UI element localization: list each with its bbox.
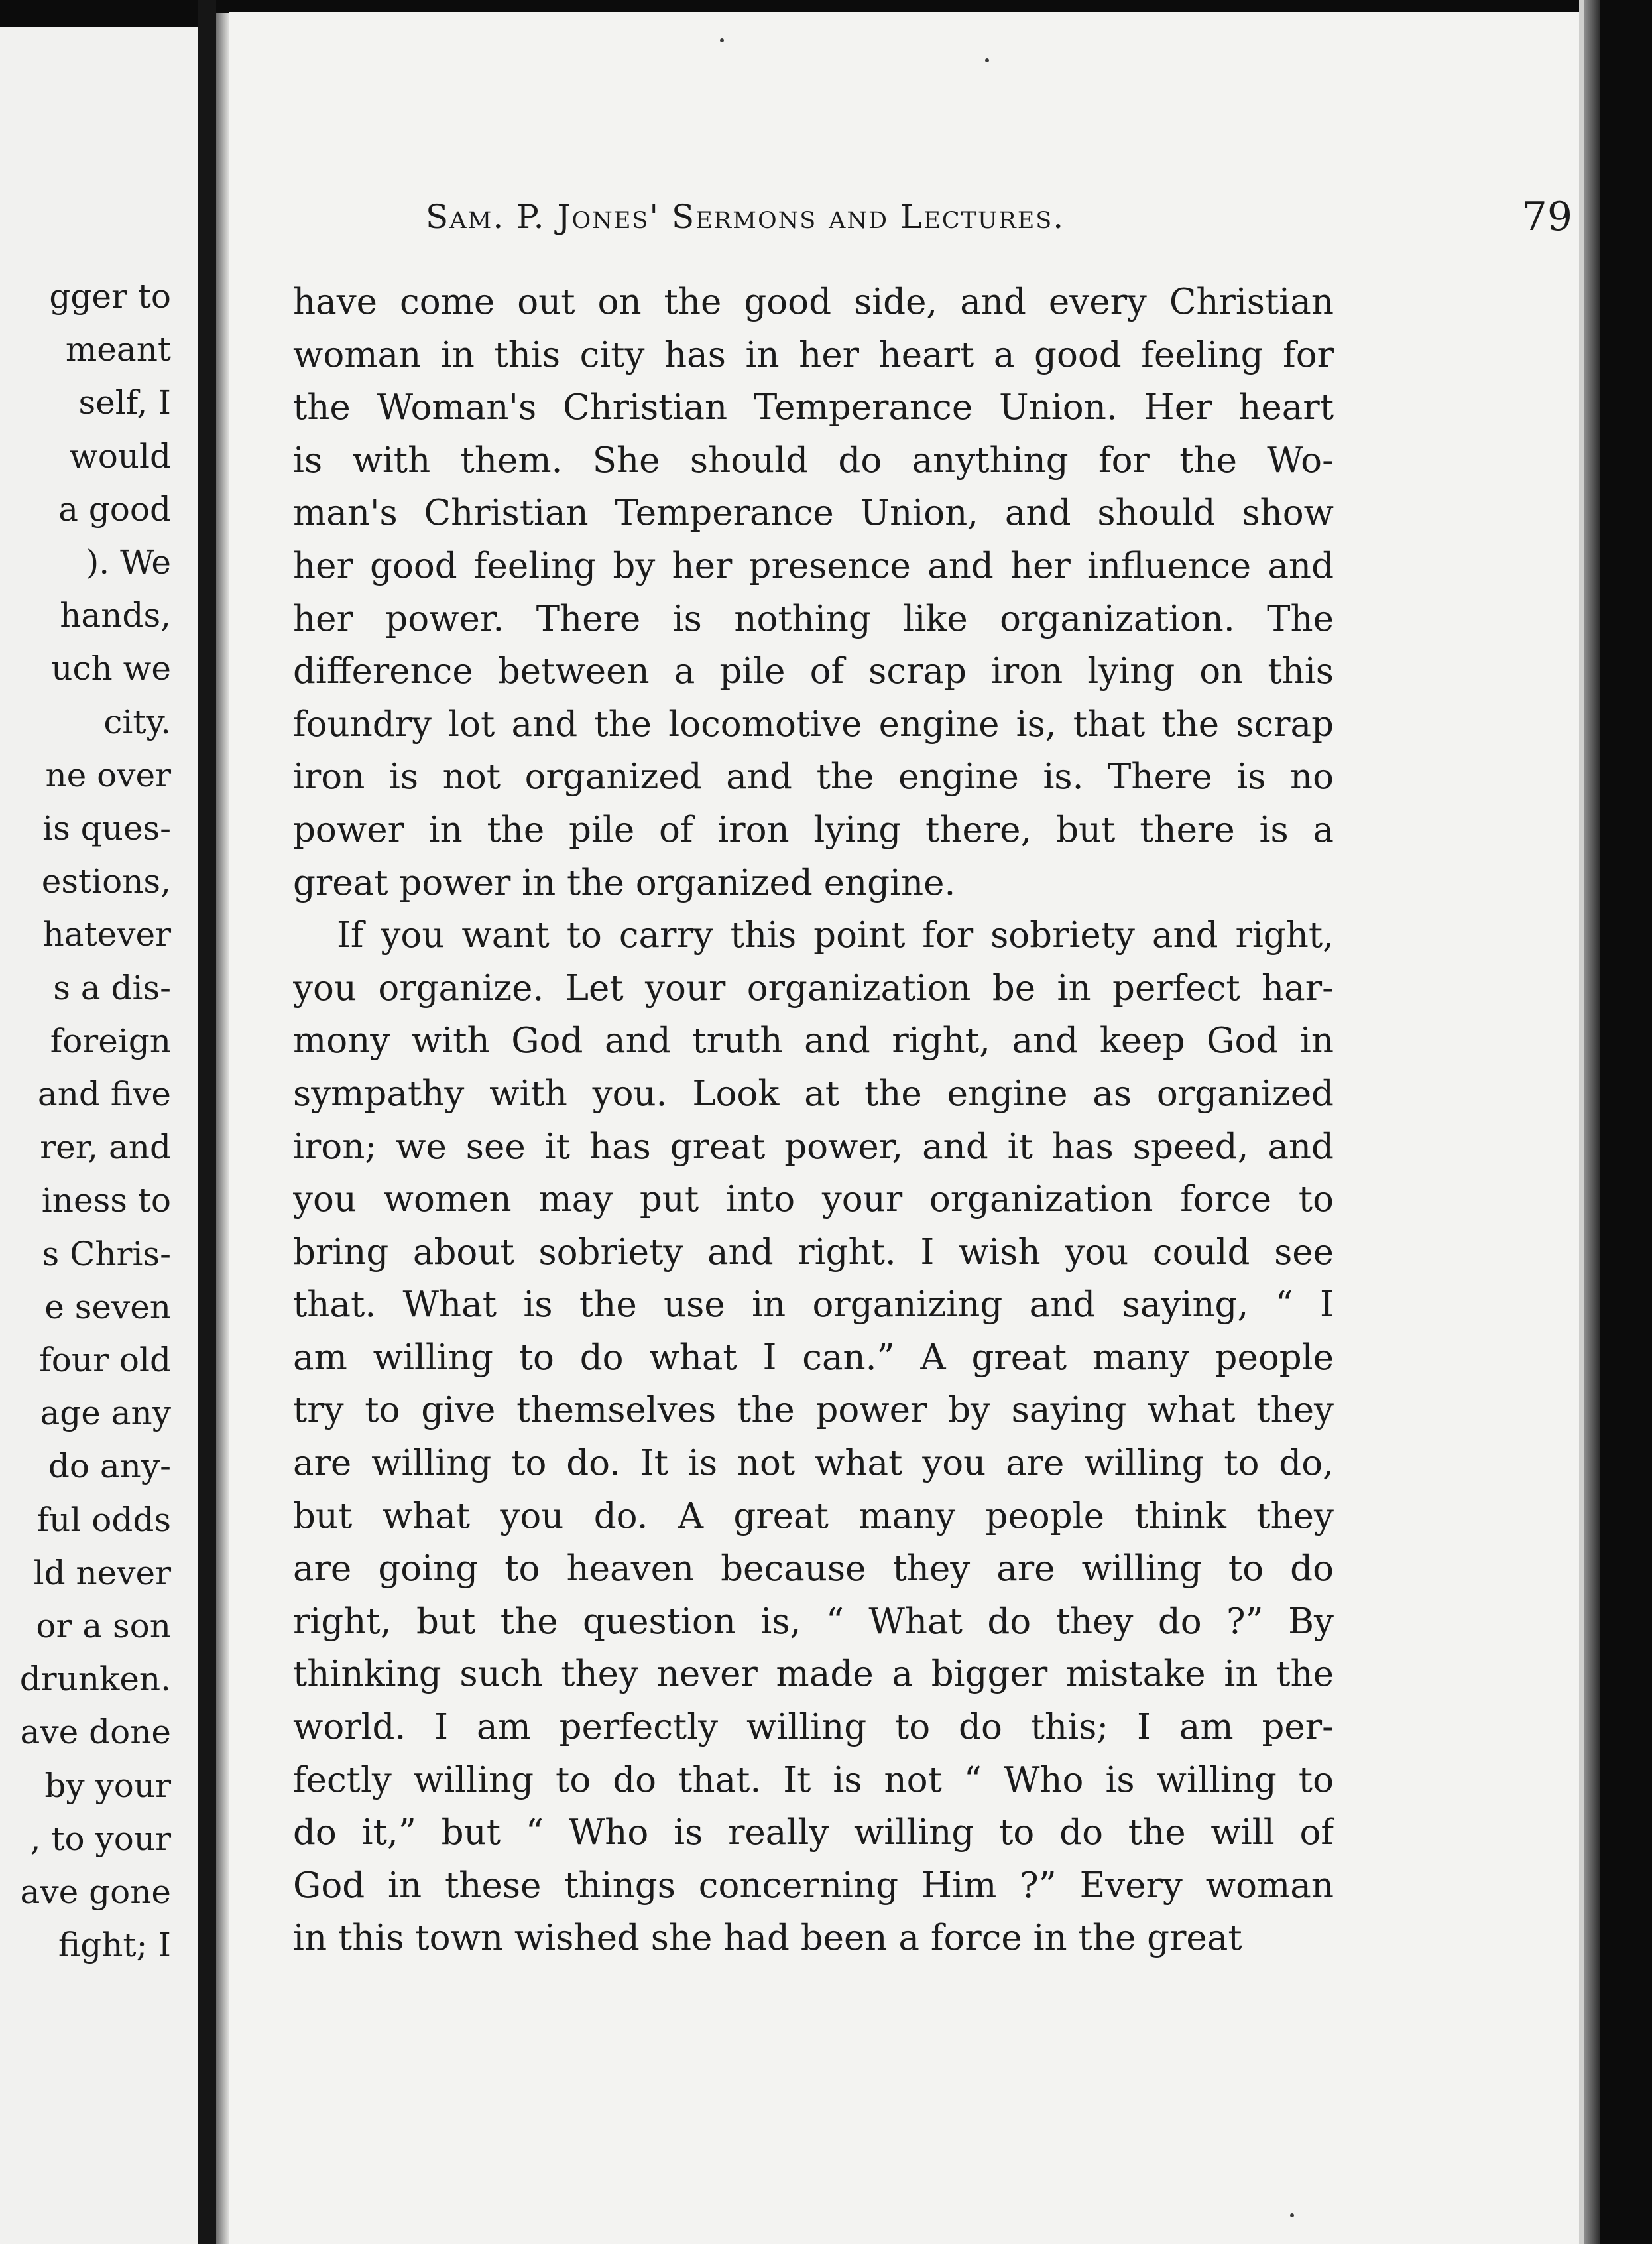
text-line: but what you do. A great many people think they	[293, 1495, 1334, 1536]
text-line: is with them. She should do anything for the Wo-	[293, 440, 1334, 481]
left-page-line: ful odds	[36, 1500, 171, 1539]
left-page-fragment	[0, 27, 198, 2244]
left-page-line: hatever	[42, 915, 171, 954]
left-page-line: would	[69, 436, 171, 475]
text-line: you organize. Let your organization be in perfect har-	[293, 967, 1334, 1009]
left-page-line: or a son	[36, 1607, 171, 1645]
left-page-line: city.	[103, 702, 171, 741]
text-line: are willing to do. It is not what you are willing to do,	[293, 1443, 1334, 1484]
text-line: great power in the organized engine.	[293, 862, 956, 903]
text-line: in this town wished she had been a force in the great	[293, 1918, 1242, 1959]
text-line: right, but the question is, “ What do they do ?” By	[293, 1601, 1334, 1642]
text-line: power in the pile of iron lying there, but there is a	[293, 809, 1334, 850]
text-line: the Woman's Christian Temperance Union. Her heart	[293, 387, 1334, 428]
text-line: foundry lot and the locomotive engine is, that the scrap	[293, 704, 1334, 745]
left-page-line: s a dis-	[53, 968, 171, 1007]
text-line: her good feeling by her presence and her influence and	[293, 545, 1334, 586]
text-line: bring about sobriety and right. I wish you could see	[293, 1231, 1334, 1273]
left-page-line: fight; I	[58, 1926, 171, 1965]
left-page-line: e seven	[44, 1287, 171, 1326]
left-page-line: ave done	[20, 1713, 171, 1752]
left-page-line: ). We	[86, 543, 171, 582]
text-line: try to give themselves the power by saying what they	[293, 1390, 1334, 1431]
left-page-line: drunken.	[19, 1660, 171, 1699]
left-page-line: meant	[65, 330, 171, 369]
left-page-line: is ques-	[42, 809, 171, 847]
text-line: sympathy with you. Look at the engine as organized	[293, 1073, 1334, 1114]
running-header	[426, 190, 1572, 245]
text-line: man's Christian Temperance Union, and should show	[293, 493, 1334, 534]
page-edge-shadow	[1584, 0, 1600, 2244]
text-line: do it,” but “ Who is really willing to do the will of	[293, 1812, 1334, 1853]
left-page-line: estions,	[41, 862, 171, 901]
speck	[720, 38, 724, 42]
text-line: you women may put into your organization force to	[293, 1179, 1334, 1220]
left-page-line: do any-	[48, 1447, 171, 1486]
left-page-line: and five	[37, 1075, 171, 1113]
left-page-line: iness to	[41, 1181, 171, 1220]
left-page-line: four old	[39, 1341, 171, 1379]
left-page-line: ld never	[33, 1553, 171, 1592]
left-page-line: by your	[44, 1766, 171, 1805]
left-page-line: ave gone	[20, 1873, 171, 1911]
text-line: iron; we see it has great power, and it has speed, and	[293, 1126, 1334, 1167]
left-page-line: self, I	[78, 383, 171, 422]
paragraph	[293, 909, 1334, 1965]
text-line: If you want to carry this point for sobriety and right,	[337, 915, 1334, 956]
left-page-line: uch we	[51, 649, 171, 688]
body-text	[293, 276, 1334, 1965]
text-line: are going to heaven because they are willing to do	[293, 1548, 1334, 1590]
left-page-line: hands,	[60, 596, 171, 635]
left-page-line: , to your	[30, 1819, 171, 1858]
left-page-line: rer, and	[40, 1128, 171, 1167]
text-line: iron is not organized and the engine is. There is no	[293, 757, 1334, 798]
text-line: world. I am perfectly willing to do this; I am per-	[293, 1707, 1334, 1748]
text-line: her power. There is nothing like organization. The	[293, 598, 1334, 639]
text-line: have come out on the good side, and every Christian	[293, 282, 1334, 322]
text-line: thinking such they never made a bigger mistake in the	[293, 1654, 1334, 1695]
left-page-line: foreign	[50, 1021, 171, 1060]
text-line: mony with God and truth and right, and keep God in	[293, 1021, 1334, 1062]
book-gutter	[198, 0, 216, 2244]
text-line: fectly willing to do that. It is not “ Who is willing to	[293, 1759, 1334, 1800]
text-line: difference between a pile of scrap iron lying on this	[293, 651, 1334, 692]
left-page-line: age any	[40, 1394, 171, 1433]
paragraph	[293, 276, 1334, 909]
text-line: woman in this city has in her heart a good feeling for	[293, 334, 1334, 375]
page-edge	[1579, 0, 1584, 2244]
speck	[985, 58, 989, 62]
page-number: 79	[1521, 194, 1572, 240]
text-line: that. What is the use in organizing and saying, “ I	[293, 1284, 1334, 1326]
speck	[1290, 2213, 1294, 2217]
header-title: Sam. P. Jones' Sermons and Lectures.	[426, 198, 1065, 236]
left-page-line: ne over	[45, 755, 171, 794]
gutter-shadow	[216, 13, 229, 2244]
left-page-line: gger to	[49, 277, 171, 316]
right-page	[229, 12, 1579, 2244]
text-line: God in these things concerning Him ?” Every woman	[293, 1865, 1334, 1906]
text-line: am willing to do what I can.” A great many people	[293, 1337, 1334, 1378]
left-page-line: a good	[58, 489, 171, 529]
left-page-line: s Chris-	[42, 1234, 171, 1273]
